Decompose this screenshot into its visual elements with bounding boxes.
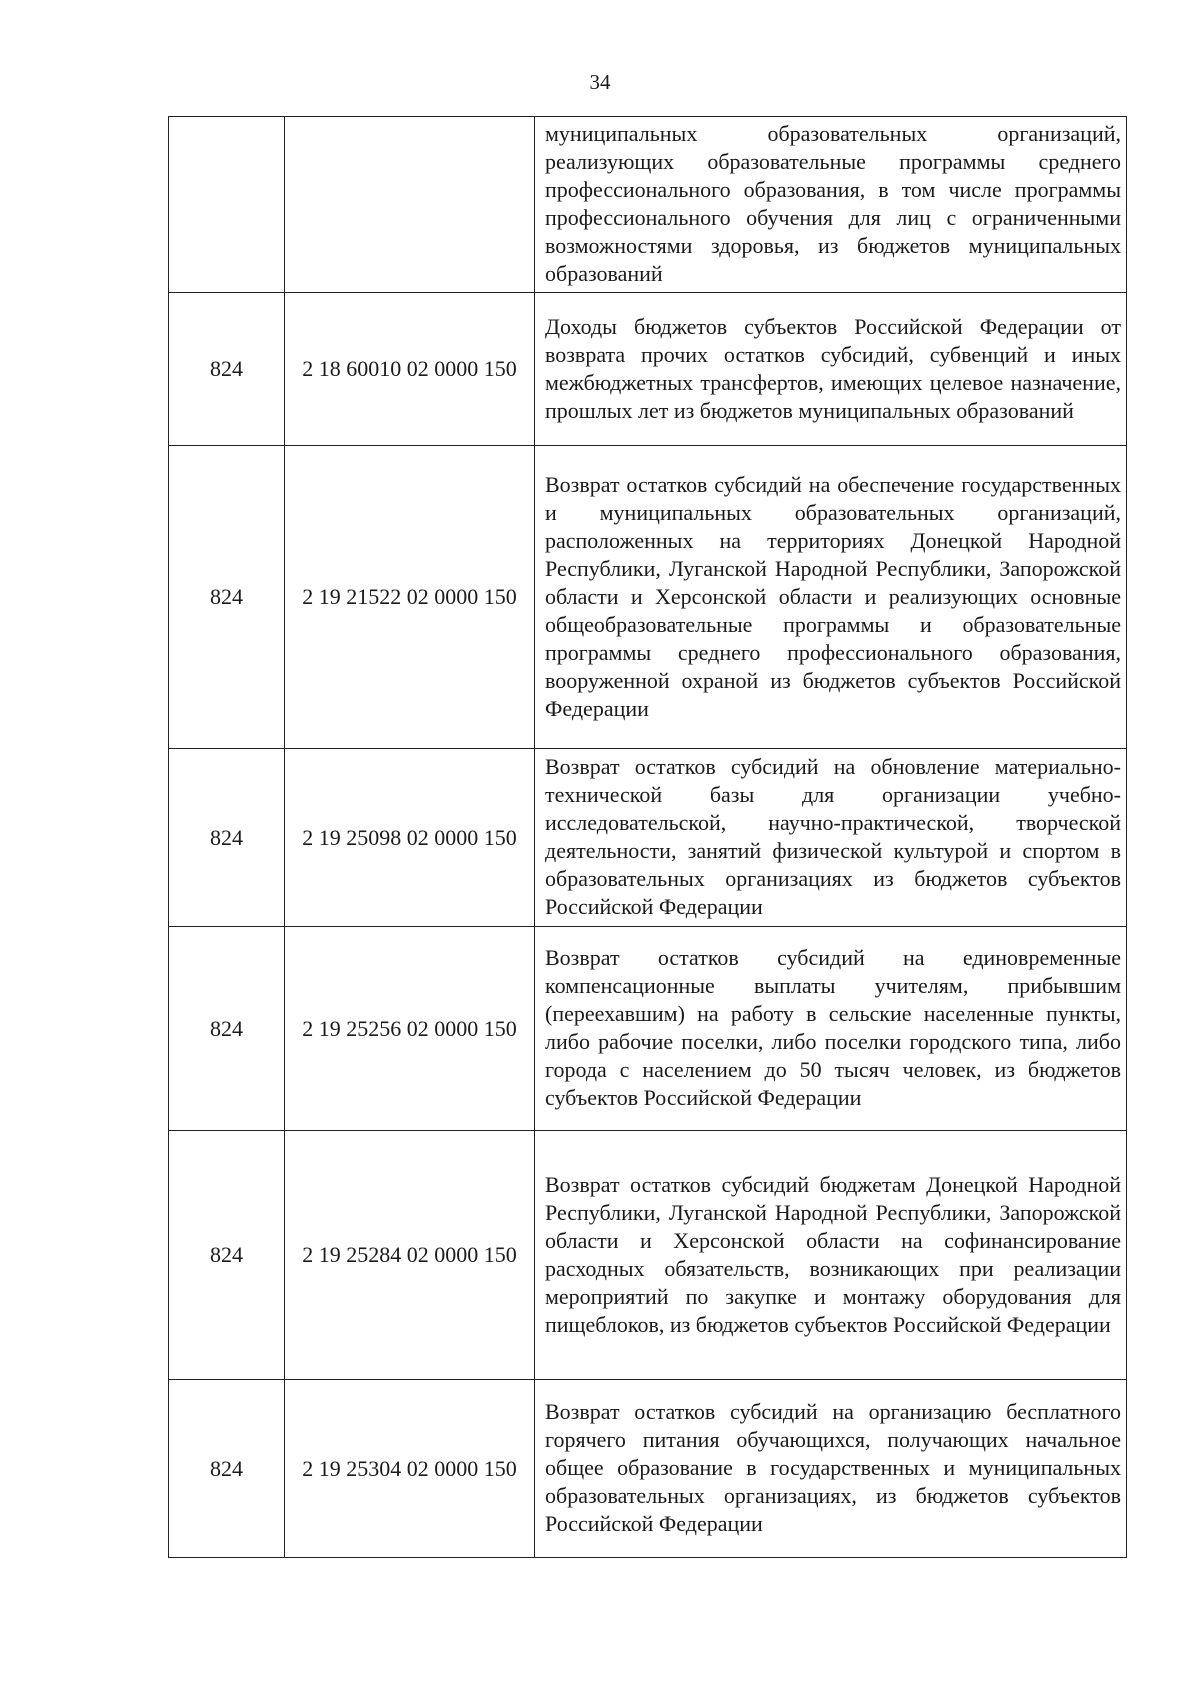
admin-code-cell: 824 bbox=[169, 749, 285, 927]
description-cell: Возврат остатков субсидий бюджетам Донецкой Народной Республики, Луганской Народной Республики, Запорожской области и Херсонской области на софинансирование расходных обязательств, возникающих при реализации мероприятий по закупке и монтажу оборудования для пищеблоков, из бюджетов субъектов Российской Федерации bbox=[535, 1131, 1127, 1380]
budget-classification-table bbox=[168, 116, 1127, 1558]
classification-code-cell: 2 19 25304 02 0000 150 bbox=[285, 1380, 535, 1558]
admin-code-cell: 824 bbox=[169, 446, 285, 749]
admin-code-cell: 824 bbox=[169, 927, 285, 1131]
description-cell: Возврат остатков субсидий на обеспечение государственных и муниципальных образовательных организаций, расположенных на территориях Донецкой Народной Республики, Луганской Народной Республики, Запорожской области и Херсонской области и реализующих основные общеобразовательные программы и образовательные программы среднего профессионального образования, вооруженной охраной из бюджетов субъектов Российской Федерации bbox=[535, 446, 1127, 749]
description-cell: муниципальных образовательных организаций, реализующих образовательные программы среднего профессионального образования, в том числе программы профессионального обучения для лиц с ограниченными возможностями здоровья, из бюджетов муниципальных образований bbox=[535, 117, 1127, 293]
table-row bbox=[169, 117, 1127, 293]
table-row bbox=[169, 446, 1127, 749]
classification-code-cell: 2 19 25098 02 0000 150 bbox=[285, 749, 535, 927]
table-row bbox=[169, 927, 1127, 1131]
table-row bbox=[169, 749, 1127, 927]
description-cell: Доходы бюджетов субъектов Российской Федерации от возврата прочих остатков субсидий, субвенций и иных межбюджетных трансфертов, имеющих целевое назначение, прошлых лет из бюджетов муниципальных образований bbox=[535, 293, 1127, 446]
description-cell: Возврат остатков субсидий на обновление материально-технической базы для организации учебно-исследовательской, научно-практической, творческой деятельности, занятий физической культурой и спортом в образовательных организациях из бюджетов субъектов Российской Федерации bbox=[535, 749, 1127, 927]
table-row bbox=[169, 293, 1127, 446]
admin-code-cell: 824 bbox=[169, 1380, 285, 1558]
classification-code-cell: 2 18 60010 02 0000 150 bbox=[285, 293, 535, 446]
description-cell: Возврат остатков субсидий на единовременные компенсационные выплаты учителям, прибывшим (переехавшим) на работу в сельские населенные пункты, либо рабочие поселки, либо поселки городского типа, либо города с населением до 50 тысяч человек, из бюджетов субъектов Российской Федерации bbox=[535, 927, 1127, 1131]
admin-code-cell: 824 bbox=[169, 1131, 285, 1380]
classification-code-cell: 2 19 25256 02 0000 150 bbox=[285, 927, 535, 1131]
table-row bbox=[169, 1380, 1127, 1558]
admin-code-cell bbox=[169, 117, 285, 293]
table-row bbox=[169, 1131, 1127, 1380]
admin-code-cell: 824 bbox=[169, 293, 285, 446]
classification-code-cell bbox=[285, 117, 535, 293]
page-number: 34 bbox=[589, 70, 611, 94]
description-cell: Возврат остатков субсидий на организацию бесплатного горячего питания обучающихся, получающих начальное общее образование в государственных и муниципальных образовательных организациях, из бюджетов субъектов Российской Федерации bbox=[535, 1380, 1127, 1558]
classification-code-cell: 2 19 25284 02 0000 150 bbox=[285, 1131, 535, 1380]
classification-code-cell: 2 19 21522 02 0000 150 bbox=[285, 446, 535, 749]
